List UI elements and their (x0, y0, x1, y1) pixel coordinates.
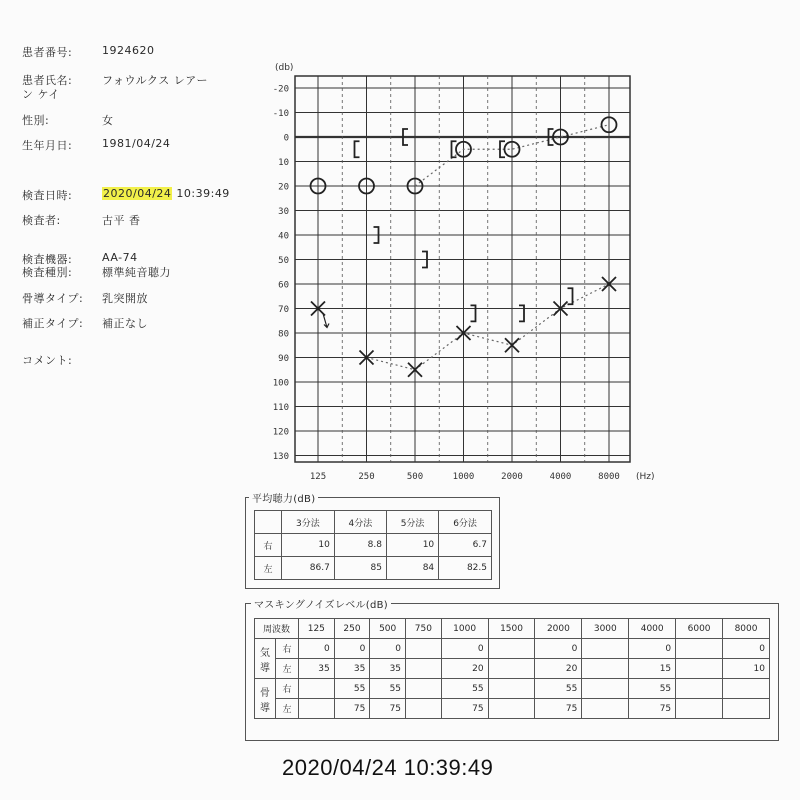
mask-value-cell: 20 (535, 659, 582, 679)
examiner-label: 検査者: (22, 214, 61, 227)
correction-label: 補正タイプ: (22, 317, 84, 330)
mask-value-cell: 75 (370, 699, 406, 719)
mask-value-cell (676, 679, 723, 699)
mask-group-label: 骨 導 (255, 679, 276, 719)
mask-freq-cell: 3000 (582, 619, 629, 639)
correction-value: 補正なし (102, 317, 148, 330)
mask-value-cell: 10 (723, 659, 770, 679)
exam-datetime-label: 検査日時: (22, 189, 73, 202)
mask-value-cell (676, 699, 723, 719)
avg-header-cell: 4分法 (334, 511, 386, 534)
mask-value-cell (582, 679, 629, 699)
x-tick-label: 2000 (501, 472, 523, 482)
plot-frame (295, 76, 630, 462)
avg-row-label: 左 (255, 557, 282, 580)
mask-value-cell: 75 (629, 699, 676, 719)
y-tick-label: 80 (278, 329, 289, 340)
mask-value-cell: 55 (535, 679, 582, 699)
mask-freq-cell: 2000 (535, 619, 582, 639)
avg-value-cell: 10 (386, 534, 438, 557)
mask-table (254, 618, 770, 719)
bone-type-label: 骨導タイプ: (22, 292, 84, 305)
bone-left-marker (568, 288, 573, 304)
mask-value-cell (488, 699, 535, 719)
mask-freq-cell: 125 (299, 619, 335, 639)
exam-time-value: 10:39:49 (176, 187, 230, 200)
patient-dob-value: 1981/04/24 (102, 137, 171, 150)
y-tick-label: 40 (278, 231, 289, 242)
x-tick-label: 500 (406, 472, 424, 482)
mask-value-cell (582, 639, 629, 659)
y-tick-label: 20 (278, 182, 289, 193)
y-tick-label: 90 (278, 354, 289, 364)
mask-side-label: 右 (276, 639, 299, 659)
footer-timestamp: 2020/04/24 10:39:49 (282, 755, 494, 780)
patient-dob-label: 生年月日: (22, 139, 73, 152)
x-tick-label: 8000 (598, 472, 620, 482)
mask-freq-cell: 750 (406, 619, 442, 639)
mask-value-cell (488, 659, 535, 679)
mask-value-cell (676, 659, 723, 679)
mask-freq-cell: 1500 (488, 619, 535, 639)
mask-value-cell (723, 699, 770, 719)
y-tick-label: 60 (278, 280, 289, 291)
mask-value-cell: 35 (334, 659, 370, 679)
mask-value-cell (406, 659, 442, 679)
bone-left-marker (471, 305, 476, 321)
avg-corner-cell (255, 511, 282, 534)
mask-value-cell: 0 (299, 639, 335, 659)
bone-type-value: 乳突開放 (102, 292, 148, 305)
y-tick-label: 0 (283, 133, 289, 144)
y-tick-label: 110 (272, 403, 289, 413)
patient-id-label: 患者番号: (22, 46, 73, 59)
avg-value-cell: 10 (282, 534, 335, 557)
y-tick-label: 70 (278, 305, 289, 315)
examiner-value: 古平 香 (102, 214, 141, 227)
mask-side-label: 左 (276, 659, 299, 679)
mask-value-cell: 0 (535, 639, 582, 659)
avg-table-title: 平均聴力(dB) (249, 490, 318, 505)
bone-left-marker (519, 305, 524, 321)
mask-table-row (255, 659, 770, 679)
mask-value-cell (488, 679, 535, 699)
avg-header-cell: 5分法 (386, 511, 438, 534)
mask-group-label: 気 導 (255, 639, 276, 679)
mask-freq-cell: 250 (334, 619, 370, 639)
avg-value-cell: 85 (334, 557, 386, 580)
mask-freq-cell: 500 (370, 619, 406, 639)
avg-header-cell: 6分法 (439, 511, 492, 534)
mask-side-label: 左 (276, 699, 299, 719)
mask-table-row (255, 699, 770, 719)
comment-label: コメント: (22, 354, 73, 367)
avg-value-cell: 84 (386, 557, 438, 580)
mask-freq-header: 周波数 (255, 619, 299, 639)
mask-freq-cell: 6000 (676, 619, 723, 639)
exam-type-value: 標準純音聴力 (102, 266, 171, 279)
device-label: 検査機器: (22, 253, 73, 266)
avg-table (254, 510, 492, 580)
mask-value-cell: 75 (441, 699, 488, 719)
mask-side-label: 右 (276, 679, 299, 699)
mask-value-cell: 0 (334, 639, 370, 659)
mask-value-cell: 75 (334, 699, 370, 719)
avg-row-label: 右 (255, 534, 282, 557)
avg-value-cell: 82.5 (439, 557, 492, 580)
mask-freq-cell: 4000 (629, 619, 676, 639)
patient-sex-value: 女 (102, 114, 114, 127)
mask-value-cell (723, 679, 770, 699)
mask-value-cell: 35 (299, 659, 335, 679)
no-response-arrow-icon (323, 314, 329, 328)
mask-table-row (255, 639, 770, 659)
x-tick-label: 250 (358, 472, 375, 482)
mask-freq-cell: 8000 (723, 619, 770, 639)
exam-date-value: 2020/04/24 (103, 187, 172, 200)
mask-table-row (255, 679, 770, 699)
avg-header-cell: 3分法 (282, 511, 335, 534)
device-value: AA-74 (102, 251, 138, 264)
avg-value-cell: 6.7 (439, 534, 492, 557)
patient-sex-label: 性別: (22, 114, 50, 127)
mask-value-cell (488, 639, 535, 659)
avg-table-row (255, 534, 492, 557)
y-tick-label: 100 (272, 378, 289, 389)
mask-value-cell (582, 659, 629, 679)
x-tick-label: 1000 (452, 472, 475, 482)
mask-value-cell (676, 639, 723, 659)
avg-table-row (255, 557, 492, 580)
avg-value-cell: 86.7 (282, 557, 335, 580)
exam-type-label: 検査種別: (22, 266, 73, 279)
y-tick-label: 130 (272, 452, 289, 462)
mask-value-cell (406, 699, 442, 719)
mask-table-title: マスキングノイズレベル(dB) (251, 596, 391, 611)
y-tick-label: 30 (278, 207, 289, 217)
mask-value-cell: 0 (370, 639, 406, 659)
mask-value-cell: 35 (370, 659, 406, 679)
mask-value-cell: 55 (370, 679, 406, 699)
patient-name-value-1: フォウルクス レアー (102, 74, 208, 87)
mask-value-cell: 0 (723, 639, 770, 659)
y-tick-label: 120 (272, 427, 289, 438)
patient-name-label: 患者氏名: (22, 74, 73, 87)
x-tick-label: 4000 (549, 472, 572, 482)
mask-value-cell: 55 (441, 679, 488, 699)
mask-value-cell: 75 (535, 699, 582, 719)
y-tick-label: -10 (272, 109, 289, 119)
patient-name-value-2: ン ケイ (22, 88, 60, 101)
mask-value-cell: 20 (441, 659, 488, 679)
y-tick-label: 50 (278, 256, 289, 266)
y-tick-label: -20 (272, 84, 289, 95)
mask-freq-cell: 1000 (441, 619, 488, 639)
bone-right-marker (355, 141, 360, 157)
mask-value-cell (299, 699, 335, 719)
mask-value-cell: 55 (629, 679, 676, 699)
mask-value-cell: 55 (334, 679, 370, 699)
mask-value-cell (406, 639, 442, 659)
y-tick-label: 10 (278, 158, 289, 168)
patient-id-value: 1924620 (102, 44, 155, 57)
mask-value-cell: 0 (629, 639, 676, 659)
x-axis-unit: (Hz) (636, 472, 655, 482)
y-axis-unit: (db) (275, 63, 294, 73)
mask-value-cell (406, 679, 442, 699)
mask-value-cell (299, 679, 335, 699)
mask-value-cell (582, 699, 629, 719)
mask-value-cell: 0 (441, 639, 488, 659)
x-tick-label: 125 (309, 472, 327, 482)
mask-value-cell: 15 (629, 659, 676, 679)
avg-value-cell: 8.8 (334, 534, 386, 557)
